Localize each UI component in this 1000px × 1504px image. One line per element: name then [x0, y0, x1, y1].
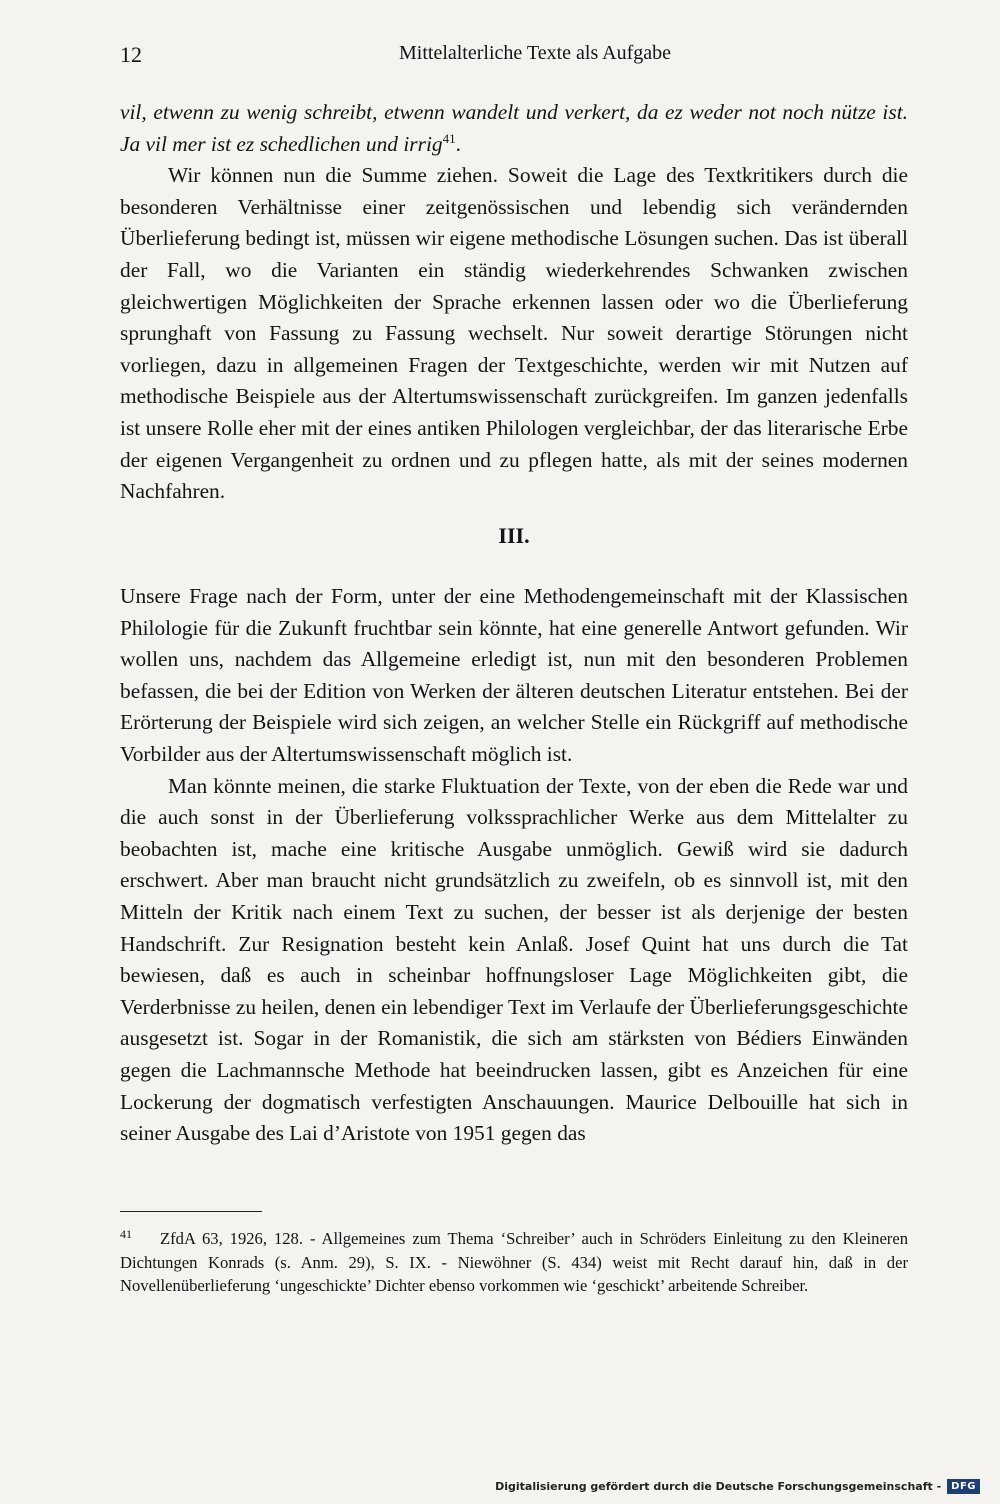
paragraph-fluctuation: Man könnte meinen, die starke Fluktuation der Texte, von der eben die Rede war und die auch sonst in der Überlieferung volkssprachlicher Werke aus dem Mittelalter zu beobachten ist, mache eine kritische Ausgabe unmöglich. Gewiß wird sie dadurch erschwert. Aber man braucht nicht grundsätzlich zu zweifeln, ob es sinnvoll ist, mit den Mitteln der Kritik nach einem Text zu suchen, der besser ist als derjenige der besten Handschrift. Zur Resignation besteht kein Anlaß. Josef Quint hat uns durch die Tat bewiesen, daß es auch in scheinbar hoffnungsloser Lage Möglichkeiten gibt, die Verderbnisse zu heilen, denen ein lebendiger Text im Verlaufe der Überlieferungsgeschichte ausgesetzt ist. Sogar in der Romanistik, die sich am stärksten von Bédiers Einwänden gegen die Lachmannsche Methode hat beeindrucken lassen, gibt es Anzeichen für eine Lockerung der dogmatisch verfestigten Anschauungen. Maurice Delbouille hat sich in seiner Ausgabe des Lai d’Aristote von 1951 gegen das: [120, 773, 908, 1146]
footnote-number: 41: [120, 1227, 132, 1241]
quote-paragraph: [120, 97, 908, 160]
section-heading: III.: [498, 523, 530, 548]
footnote-text: ZfdA 63, 1926, 128. - Allgemeines zum Thema ‘Schreiber’ auch in Schröders Einleitung zu den Kleineren Dichtungen Konrads (s. Anm. 29), S. IX. - Niewöhner (S. 434) weist mit Recht darauf hin, daß in der Novellenüberlieferung ‘ungeschickte’ Dichter ebenso vorkommen wie ‘geschickt’ arbeitende Schreiber.: [120, 1229, 908, 1295]
text-block-top: [120, 97, 908, 508]
digitization-credit: [495, 1476, 980, 1496]
footnote-divider: [120, 1211, 262, 1212]
running-title: Mittelalterliche Texte als Aufgabe: [398, 42, 672, 64]
page-header: [120, 42, 910, 76]
credit-text: Digitalisierung gefördert durch die Deutsche Forschungsgemeinschaft -: [495, 1479, 942, 1493]
dfg-logo: DFG: [947, 1479, 980, 1494]
text-block-section-3: [120, 581, 908, 1150]
paragraph-summary: Wir können nun die Summe ziehen. Soweit die Lage des Textkritikers durch die besonderen Verhältnisse einer zeitgenössischen und lebendig sich verändernden Überlieferung bedingt ist, müssen wir eigene methodische Lösungen suchen. Das ist überall der Fall, wo die Varianten ein ständig wiederkehrendes Schwanken zwischen gleichwertigen Möglichkeiten der Sprache erkennen lassen oder wo die Überlieferung sprunghaft von Fassung zu Fassung wechselt. Nur soweit derartige Störungen nicht vorliegen, dazu in allgemeinen Fragen der Textgeschichte, werden wir mit Nutzen auf methodische Beispiele aus der Altertumswissenschaft zurückgreifen. Im ganzen jedenfalls ist unsere Rolle eher mit der eines antiken Philologen vergleichbar, der das literarische Erbe der eigenen Vergangenheit zu ordnen und zu pflegen hatte, als mit der seines modernen Nachfahren.: [120, 163, 908, 504]
page-number: 12: [120, 42, 142, 67]
paragraph-section-3-intro: Unsere Frage nach der Form, unter der eine Methodengemeinschaft mit der Klassischen Philologie für die Zukunft fruchtbar sein könnte, hat eine generelle Antwort gefunden. Wir wollen uns, nachdem das Allgemeine erledigt ist, nun mit den besonderen Problemen befassen, die bei der Edition von Werken der älteren deutschen Literatur entstehen. Bei der Erörterung der Beispiele wird sich zeigen, an welcher Stelle ein Rückgriff auf methodische Vorbilder aus der Altertumswissenschaft möglich ist.: [120, 584, 908, 766]
quote-end: .: [455, 131, 461, 156]
footnote-ref-41[interactable]: 41: [442, 130, 456, 146]
quote-italic-text: vil, etwenn zu wenig schreibt, etwenn wandelt und verkert, da ez weder not noch nütze ist. Ja vil mer ist ez schedlichen und irrig: [120, 100, 908, 156]
footnote-41: [120, 1227, 908, 1298]
